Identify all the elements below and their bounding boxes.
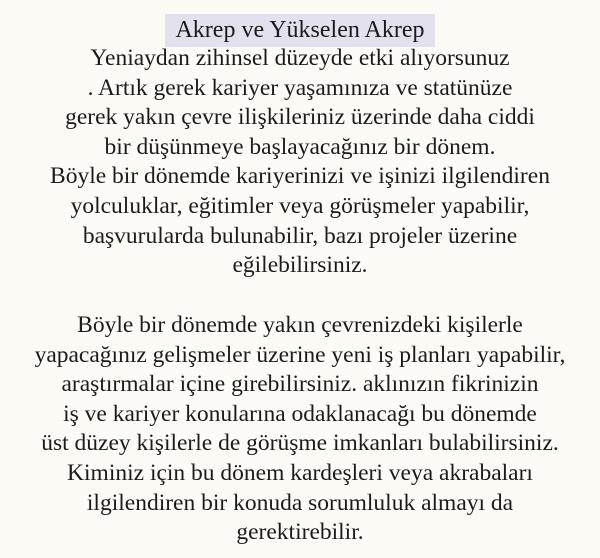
text-line: . Artık gerek kariyer yaşamınıza ve statünüze [87,74,513,101]
page-title: Akrep ve Yükselen Akrep [165,14,434,47]
text-line: yolculuklar, eğitimler veya görüşmeler yapabilir, [70,192,530,219]
text-line: yapacağınız gelişmeler üzerine yeni iş planları yapabilir, [34,341,566,368]
text-line: araştırmalar içine girebilirsiniz. aklınızın fikrinizin [61,371,539,398]
paragraph-1 [0,44,600,281]
text-line: eğilebilirsiniz. [232,252,368,279]
title-wrapper [0,14,600,47]
text-line: Böyle bir dönemde yakın çevrenizdeki kişilerle [77,312,523,338]
text-line: Böyle bir dönemde kariyerinizi ve işinizi ilgilendiren [50,163,550,190]
text-line: Kiminiz için bu dönem kardeşleri veya akrabaları [67,459,533,486]
text-line: ilgilendiren bir konuda sorumluluk almayı da [86,489,514,516]
text-line: gerektirebilir. [236,519,364,546]
text-line: gerek yakın çevre ilişkileriniz üzerinde daha ciddi [65,104,535,131]
text-line: başvurularda bulunabilir, bazı projeler üzerine [82,222,518,249]
text-line: iş ve kariyer konularına odaklanacağı bu dönemde [63,400,537,427]
text-line: Yeniaydan zihinsel düzeyde etki alıyorsunuz [90,45,510,71]
paragraph-2 [0,311,600,548]
text-line: üst düzey kişilerle de görüşme imkanları bulabilirsiniz. [41,430,559,457]
text-line: bir düşünmeye başlayacağınız bir dönem. [104,133,496,160]
